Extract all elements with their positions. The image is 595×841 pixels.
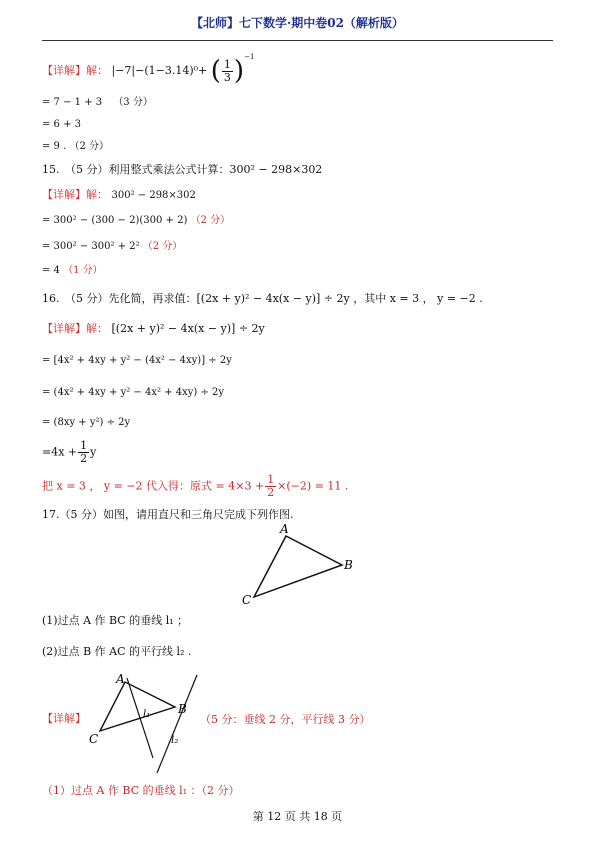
q15-step1: = 300² − (300 − 2)(300 + 2) （2 分） <box>42 215 231 226</box>
page-footer: 第 12 页 共 18 页 <box>252 810 343 823</box>
q14-step1: = 7 − 1 + 3 （3 分） <box>42 97 153 108</box>
q15-step2-score: （2 分） <box>142 241 183 252</box>
q14-exponent: −1 <box>244 53 255 62</box>
parallel-line-l2 <box>157 675 197 773</box>
q16-step1: = [4x² + 4xy + y² − (4x² − 4xy)] ÷ 2y <box>42 355 232 366</box>
q15-solution-label: 【详解】解： <box>42 188 108 201</box>
q14-step2: = 6 + 3 <box>42 119 82 130</box>
q16-sub-fraction: $\frac{1}{2}$ <box>267 473 275 499</box>
answer-vertex-b-label: B <box>178 702 187 716</box>
q16-step3: = (8xy + y²) ÷ 2y <box>42 417 131 428</box>
q14-solution-label: 【详解】解： <box>42 64 108 77</box>
q16-step4-fraction: $\frac{1}{2}$ <box>80 439 88 465</box>
answer-triangle-abc <box>100 682 175 731</box>
q15-step1-score: （2 分） <box>190 215 231 226</box>
q16-question: 16. （5 分）先化简，再求值：[(2x + y)² − 4x(x − y)] ÷ 2y ，其中 x = 3 ， y = −2 . <box>42 292 483 305</box>
q14-step3-score: （2 分） <box>69 141 110 152</box>
answer-vertex-c-label: C <box>89 732 99 746</box>
q16-substitution: 把 x = 3 ， y = −2 代入得：原式 = 4×3 + $\frac{1}{2}$ ×(−2) = 11 . <box>42 473 349 499</box>
q14-expression: |−7|−(1−3.14)⁰+ <box>111 64 208 77</box>
header-rule <box>42 40 553 41</box>
q17-solution-label: 【详解】 <box>42 712 86 725</box>
q16-expression: [(2x + y)² − 4x(x − y)] ÷ 2y <box>111 322 265 335</box>
line-l2-label: l₂ <box>171 735 179 746</box>
vertex-b-label: B <box>344 558 353 572</box>
line-l1-label: l₁ <box>143 709 151 720</box>
triangle-abc <box>254 536 342 597</box>
q14-solution-line: 【详解】解： |−7|−(1−3.14)⁰+ ( $\frac{1}{3}$ )$^{-1}$ <box>42 53 255 86</box>
q14-fraction: $\frac{1}{3}$ <box>223 57 231 84</box>
q17-part1: (1)过点 A 作 BC 的垂线 l₁ ； <box>42 614 189 627</box>
q15-step3-score: （1 分） <box>63 265 103 276</box>
q16-solution-label: 【详解】解： <box>42 322 108 335</box>
q16-step2: = (4x² + 4xy + y² − 4x² + 4xy) ÷ 2y <box>42 387 225 398</box>
vertex-a-label: A <box>280 522 289 536</box>
vertex-c-label: C <box>242 593 252 607</box>
q17-question: 17.（5 分）如图，请用直尺和三角尺完成下列作图. <box>42 508 294 521</box>
q17-score-note: （5 分：垂线 2 分，平行线 3 分） <box>200 713 371 726</box>
q15-question: 15. （5 分）利用整式乘法公式计算：300² − 298×302 <box>42 163 323 176</box>
q17-part2: (2)过点 B 作 AC 的平行线 l₂ . <box>42 645 192 658</box>
q15-step3: = 4 （1 分） <box>42 265 103 276</box>
q17-triangle-figure <box>230 522 370 610</box>
q15-expression: 300² − 298×302 <box>111 190 196 201</box>
q14-step3: = 9 . （2 分） <box>42 141 110 152</box>
answer-vertex-a-label: A <box>116 672 125 686</box>
q16-step4: =4x + $\frac{1}{2}$ y <box>42 439 97 465</box>
q17-answer-figure <box>85 665 205 777</box>
q17-answer1: （1）过点 A 作 BC 的垂线 l₁ ：（2 分） <box>42 784 240 797</box>
q14-step1-score: （3 分） <box>113 97 153 108</box>
page-header: 【北师】七下数学·期中卷02（解析版） <box>191 16 404 30</box>
q15-step2: = 300² − 300² + 2² （2 分） <box>42 241 183 252</box>
q16-solution-line <box>42 322 265 336</box>
q15-solution-line <box>42 188 196 203</box>
